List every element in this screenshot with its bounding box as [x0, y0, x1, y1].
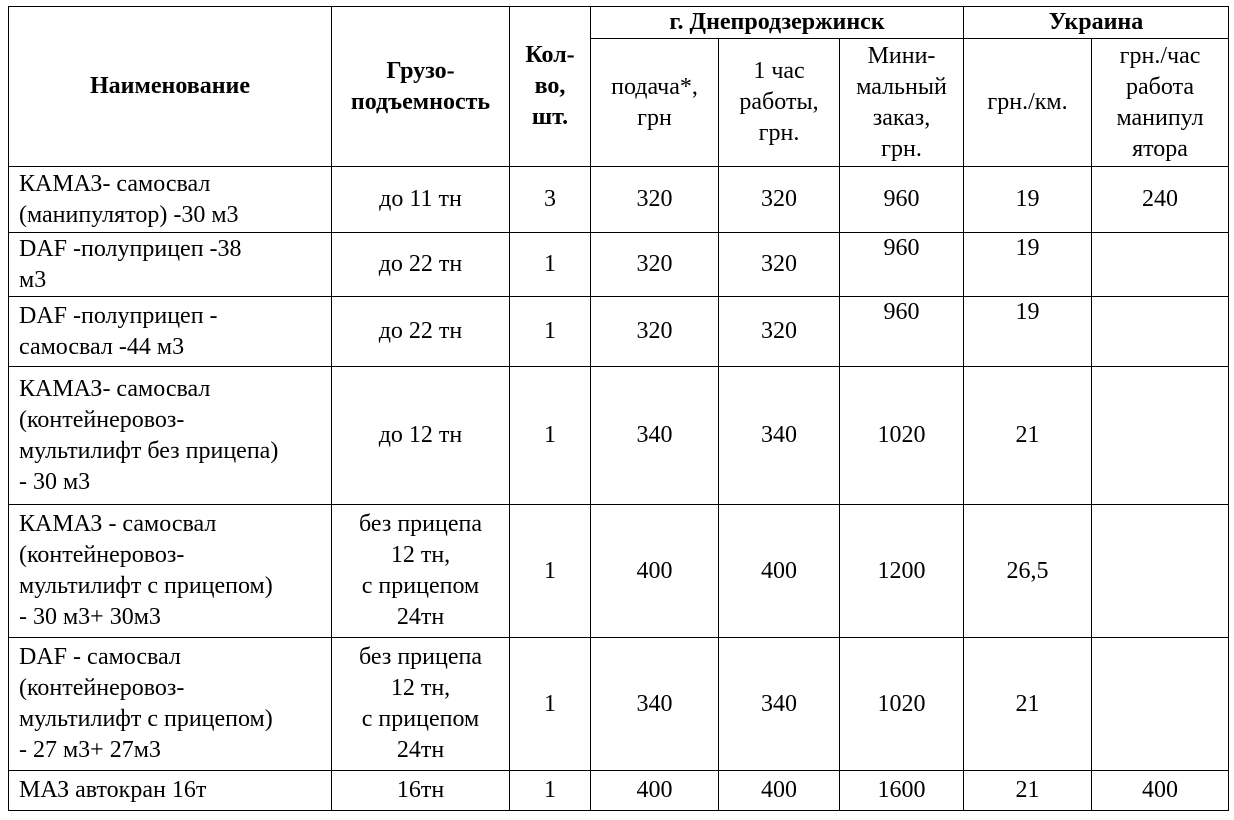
- per-km-cell: 19: [964, 167, 1092, 233]
- delivery-cell: 340: [591, 638, 719, 771]
- quantity-cell: 1: [510, 638, 591, 771]
- min-order-cell: 960: [840, 233, 964, 297]
- min-order-cell: 1020: [840, 367, 964, 505]
- vehicle-name: КАМАЗ - самосвал (контейнеровоз- мультилифт с прицепом) - 30 м3+ 30м3: [9, 505, 332, 638]
- table-row: [9, 367, 1229, 505]
- delivery-cell: 340: [591, 367, 719, 505]
- vehicle-name: МАЗ автокран 16т: [9, 771, 332, 811]
- manipulator-cell: 240: [1092, 167, 1229, 233]
- hour-cell: 320: [719, 167, 840, 233]
- per-km-cell: 19: [964, 233, 1092, 297]
- vehicle-name: КАМАЗ- самосвал (манипулятор) -30 м3: [9, 167, 332, 233]
- min-order-cell: 1200: [840, 505, 964, 638]
- manipulator-cell: [1092, 638, 1229, 771]
- per-km-cell: 26,5: [964, 505, 1092, 638]
- header-manipulator: грн./час работа манипул ятора: [1092, 39, 1229, 167]
- table-row: [9, 167, 1229, 233]
- manipulator-cell: [1092, 233, 1229, 297]
- vehicle-name: DAF -полуприцеп -38 м3: [9, 233, 332, 297]
- table-row: [9, 297, 1229, 367]
- quantity-cell: 3: [510, 167, 591, 233]
- table-row: [9, 771, 1229, 811]
- quantity-cell: 1: [510, 505, 591, 638]
- header-quantity: Кол- во, шт.: [510, 7, 591, 167]
- header-per-km: грн./км.: [964, 39, 1092, 167]
- vehicle-name: DAF -полуприцеп - самосвал -44 м3: [9, 297, 332, 367]
- per-km-cell: 19: [964, 297, 1092, 367]
- header-hour: 1 час работы, грн.: [719, 39, 840, 167]
- header-region-country: Украина: [964, 7, 1229, 39]
- per-km-cell: 21: [964, 638, 1092, 771]
- delivery-cell: 400: [591, 771, 719, 811]
- delivery-cell: 320: [591, 297, 719, 367]
- capacity-cell: 16тн: [332, 771, 510, 811]
- hour-cell: 400: [719, 771, 840, 811]
- hour-cell: 400: [719, 505, 840, 638]
- capacity-cell: до 11 тн: [332, 167, 510, 233]
- capacity-cell: до 22 тн: [332, 297, 510, 367]
- table-row: [9, 638, 1229, 771]
- price-table: [8, 6, 1229, 811]
- header-region-city: г. Днепродзержинск: [591, 7, 964, 39]
- capacity-cell: без прицепа 12 тн, с прицепом 24тн: [332, 638, 510, 771]
- delivery-cell: 400: [591, 505, 719, 638]
- quantity-cell: 1: [510, 233, 591, 297]
- capacity-cell: без прицепа 12 тн, с прицепом 24тн: [332, 505, 510, 638]
- capacity-cell: до 12 тн: [332, 367, 510, 505]
- table-row: [9, 505, 1229, 638]
- vehicle-name: DAF - самосвал (контейнеровоз- мультилифт с прицепом) - 27 м3+ 27м3: [9, 638, 332, 771]
- hour-cell: 340: [719, 638, 840, 771]
- quantity-cell: 1: [510, 771, 591, 811]
- min-order-cell: 1600: [840, 771, 964, 811]
- min-order-cell: 960: [840, 297, 964, 367]
- header-capacity: Грузо- подъемность: [332, 7, 510, 167]
- vehicle-name: КАМАЗ- самосвал (контейнеровоз- мультилифт без прицепа) - 30 м3: [9, 367, 332, 505]
- delivery-cell: 320: [591, 233, 719, 297]
- quantity-cell: 1: [510, 367, 591, 505]
- min-order-cell: 960: [840, 167, 964, 233]
- hour-cell: 320: [719, 297, 840, 367]
- per-km-cell: 21: [964, 771, 1092, 811]
- hour-cell: 320: [719, 233, 840, 297]
- header-min-order: Мини- мальный заказ, грн.: [840, 39, 964, 167]
- manipulator-cell: [1092, 505, 1229, 638]
- min-order-cell: 1020: [840, 638, 964, 771]
- manipulator-cell: 400: [1092, 771, 1229, 811]
- manipulator-cell: [1092, 297, 1229, 367]
- hour-cell: 340: [719, 367, 840, 505]
- header-name: Наименование: [9, 7, 332, 167]
- delivery-cell: 320: [591, 167, 719, 233]
- header-delivery: подача*, грн: [591, 39, 719, 167]
- capacity-cell: до 22 тн: [332, 233, 510, 297]
- table-row: [9, 233, 1229, 297]
- manipulator-cell: [1092, 367, 1229, 505]
- per-km-cell: 21: [964, 367, 1092, 505]
- quantity-cell: 1: [510, 297, 591, 367]
